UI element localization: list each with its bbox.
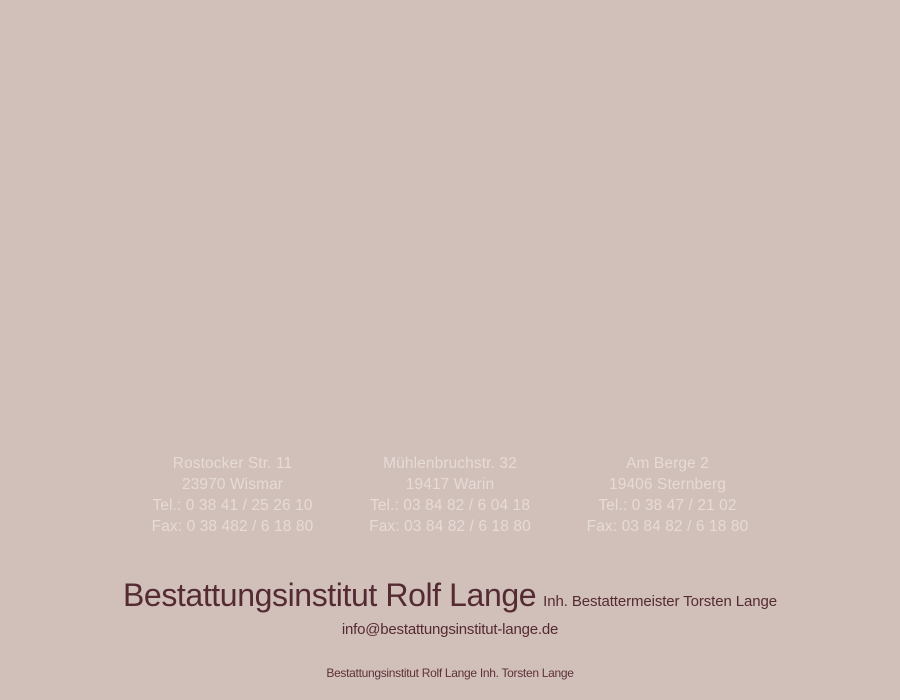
location-street: Mühlenbruchstr. 32	[383, 455, 517, 472]
email-link[interactable]: info@bestattungsinstitut-lange.de	[341, 621, 559, 638]
page-title: Bestattungsinstitut Rolf Lange	[122, 577, 537, 613]
location-tel: Tel.: 03 84 82 / 6 04 18	[369, 497, 531, 514]
location-fax: Fax: 03 84 82 / 6 18 80	[369, 518, 531, 535]
header	[0, 577, 900, 613]
location-tel: Tel.: 0 38 41 / 25 26 10	[152, 497, 313, 514]
footer-text: Bestattungsinstitut Rolf Lange Inh. Torsten Lange	[326, 666, 574, 680]
location-city: 19406 Sternberg	[609, 476, 726, 493]
location-city: 19417 Warin	[405, 476, 495, 493]
location-city: 23970 Wismar	[181, 476, 284, 493]
location-street: Rostocker Str. 11	[172, 455, 293, 472]
email-row	[0, 620, 900, 639]
locations-row	[124, 453, 776, 537]
location-fax: Fax: 0 38 482 / 6 18 80	[151, 518, 314, 535]
location-sternberg	[559, 453, 776, 537]
location-fax: Fax: 03 84 82 / 6 18 80	[586, 518, 749, 535]
location-warin	[342, 453, 559, 537]
location-tel: Tel.: 0 38 47 / 21 02	[598, 497, 737, 514]
location-street: Am Berge 2	[626, 455, 709, 472]
owner-subtitle: Inh. Bestattermeister Torsten Lange	[543, 593, 778, 610]
location-wismar	[124, 453, 341, 537]
